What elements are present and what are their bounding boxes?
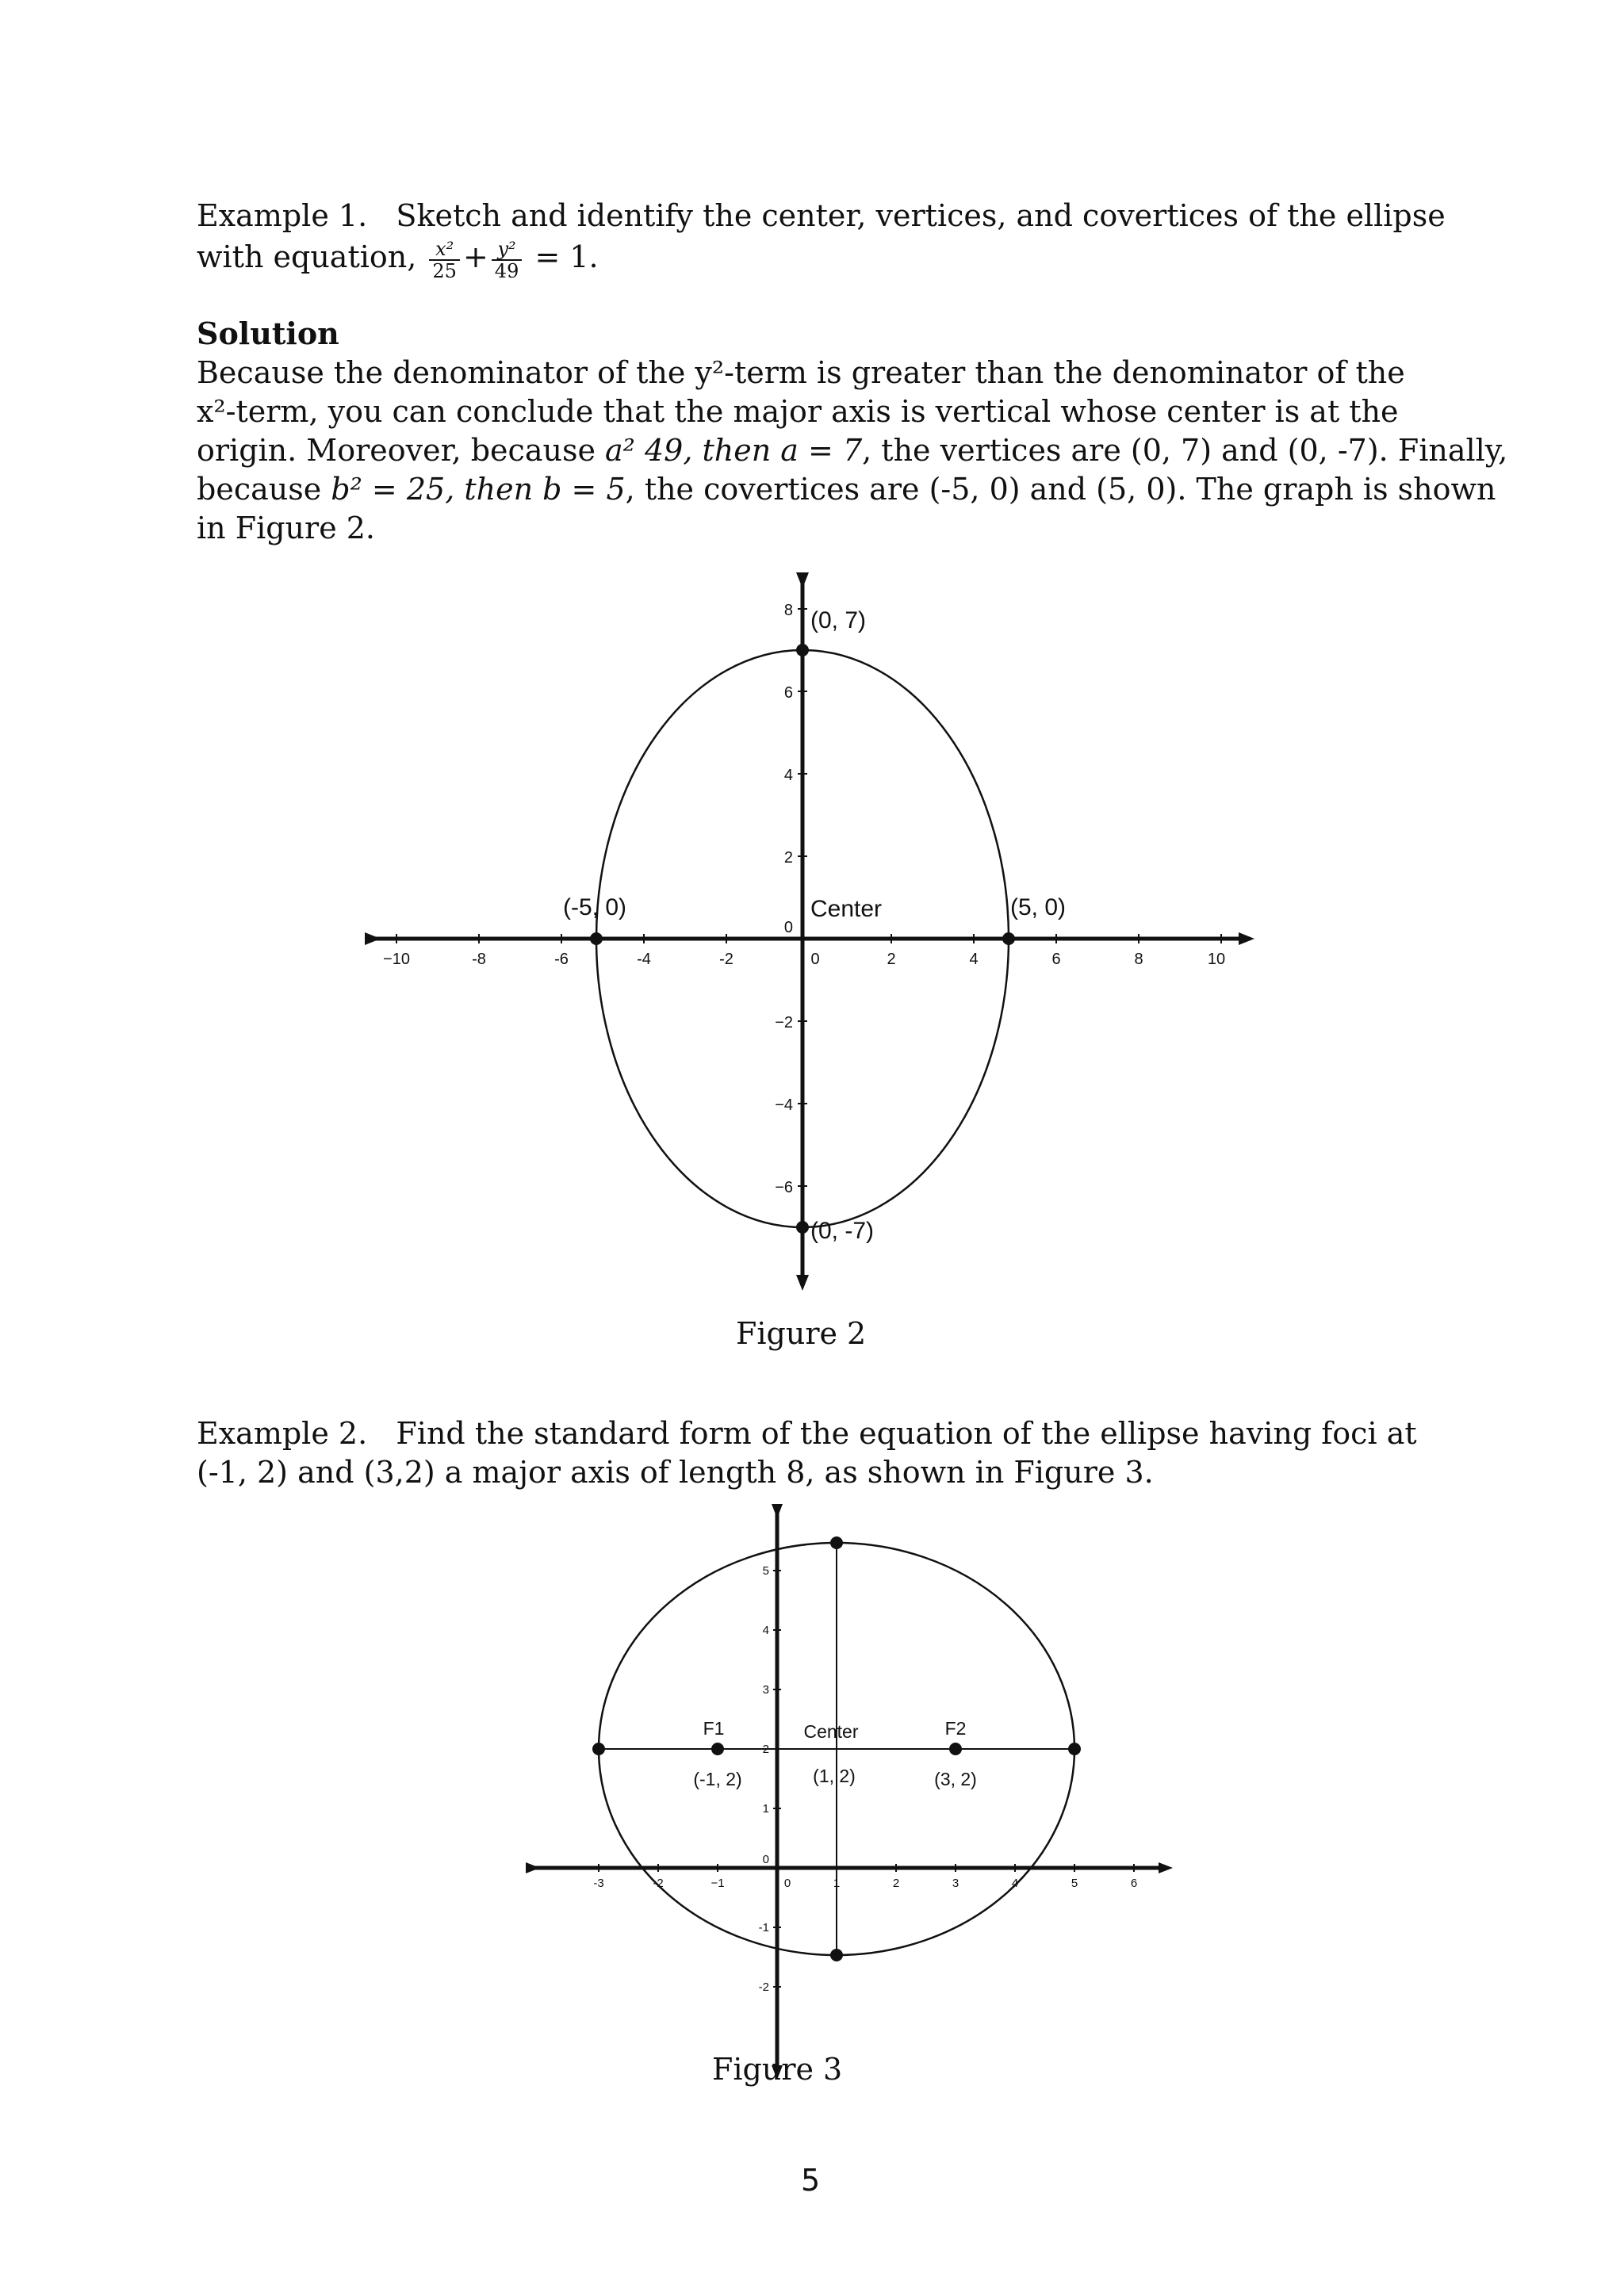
figure3-top-covertex-point [830,1536,843,1549]
figure2-top-vertex-point [796,644,809,656]
solution-line1: Because the denominator of the y²-term is greater than the denominator of the [197,355,1405,390]
solution-line3-text-a: origin. Moreover, because [197,433,606,468]
solution-line3 [197,431,1508,470]
solution-heading: Solution [197,316,339,351]
equation-plus: + [462,239,488,274]
figure2-center-label: Center [810,896,883,922]
example1-line2 [197,238,1434,281]
figure3-ytick-label: 5 [762,1564,769,1578]
figure2-xtick-label: −10 [383,951,410,968]
figure3-ytick-label: 3 [762,1683,769,1697]
figure2-bottom-vertex-point [796,1221,809,1234]
figure2-top-vertex-label: (0, 7) [810,607,867,633]
figure3-xtick-label: 1 [833,1877,841,1890]
figure3-xtick-label: -2 [653,1877,664,1890]
example2-label: Example 2. [197,1416,368,1451]
figure2-xtick-label: 4 [969,951,979,968]
figure3-right-vertex-point [1068,1743,1081,1755]
figure2-ytick-label: 4 [783,767,793,784]
figure2-ytick-label: −6 [775,1179,793,1196]
figure3-xtick-label: 6 [1130,1877,1138,1890]
figure3-f1-coord-label: (-1, 2) [693,1769,742,1789]
figure2-ytick-label: −4 [775,1096,793,1114]
solution-line4-text-a: because [197,472,331,507]
figure3-xtick-label: 0 [783,1877,791,1890]
figure2-ytick-label: 0 [783,919,793,936]
figure2-left-covertex-point [590,932,603,945]
figure2-xtick-label: 6 [1051,951,1061,968]
equation-denominator-49: 49 [494,259,519,282]
figure2-left-covertex-label: (-5, 0) [563,894,627,920]
example1-with-equation: with equation, [197,239,417,274]
figure2-caption: Figure 2 [736,1316,867,1351]
equation-numerator-x: x² [429,239,460,261]
figure3-ytick-label: 0 [762,1853,769,1866]
page-number: 5 [801,2163,821,2198]
figure3-f2-coord-label: (3, 2) [934,1769,977,1789]
equation-fraction-y [492,239,523,281]
figure3-xtick-label: 2 [892,1877,900,1890]
figure3-graph [523,1503,1189,2082]
figure3-xtick-label: 4 [1011,1877,1019,1890]
solution-line4-text-b: , the covertices are (-5, 0) and (5, 0). The graph is shown [625,472,1496,507]
solution-line3-text-b: , the vertices are (0, 7) and (0, -7). Finally, [862,433,1508,468]
figure3-ytick-label: 2 [762,1743,769,1756]
equation-rhs: = 1. [534,239,599,274]
figure2-xtick-label: 0 [810,951,820,968]
equation-fraction-x [429,239,460,281]
example1-text: Sketch and identify the center, vertices, and covertices of the ellipse [396,198,1446,233]
example2-text: Find the standard form of the equation of the ellipse having foci at [396,1416,1417,1451]
solution-line5: in Figure 2. [197,511,376,545]
figure3-caption: Figure 3 [712,2052,843,2087]
figure3-f2-point [949,1743,962,1755]
figure2-xtick-label: -4 [637,951,651,968]
figure3-ytick-label: 1 [762,1802,769,1816]
figure3-ytick-label: -1 [758,1921,769,1934]
example1-label: Example 1. [197,198,368,233]
figure3-xtick-label: -3 [593,1877,604,1890]
figure3-f1-point [711,1743,724,1755]
figure3-center-coord-label: (1, 2) [813,1766,856,1786]
figure2-graph [365,571,1261,1292]
example2-line2: (-1, 2) and (3,2) a major axis of length 8, as shown in Figure 3. [197,1455,1154,1490]
solution-line2: x²-term, you can conclude that the major axis is vertical whose center is at the [197,394,1399,429]
figure2-ytick-label: 8 [783,602,793,619]
figure3-f2-label: F2 [944,1718,967,1739]
figure2-xtick-label: 2 [887,951,896,968]
figure3-f1-label: F1 [703,1718,725,1739]
figure3-bottom-covertex-point [830,1949,843,1961]
figure2-ytick-label: −2 [775,1014,793,1031]
figure3-xtick-label: −1 [710,1877,725,1890]
figure3-xtick-label: 3 [952,1877,959,1890]
equation-denominator-25: 25 [432,259,457,282]
figure2-ytick-label: 2 [783,849,793,867]
figure3-center-label: Center [803,1721,859,1742]
example2-line1 [197,1414,1434,1453]
figure3-ytick-label: 4 [762,1624,769,1637]
equation-numerator-y: y² [492,239,523,261]
figure2-right-covertex-point [1002,932,1015,945]
figure3-ytick-label: -2 [758,1980,769,1994]
figure2-xtick-label: 10 [1207,951,1226,968]
solution-line3-math: a² 49, then a = 7 [605,433,863,468]
solution-line4 [197,470,1496,509]
figure2-xtick-label: 8 [1134,951,1143,968]
solution-line4-math: b² = 25, then b = 5 [331,472,626,507]
figure2-bottom-vertex-label: (0, -7) [810,1218,875,1244]
example1-line1 [197,197,1446,235]
figure3-left-vertex-point [592,1743,605,1755]
figure3-xtick-label: 5 [1071,1877,1078,1890]
figure2-xtick-label: -6 [554,951,569,968]
figure2-xtick-label: -8 [472,951,486,968]
figure2-xtick-label: -2 [719,951,733,968]
figure2-ytick-label: 6 [783,684,793,702]
figure2-right-covertex-label: (5, 0) [1010,894,1067,920]
